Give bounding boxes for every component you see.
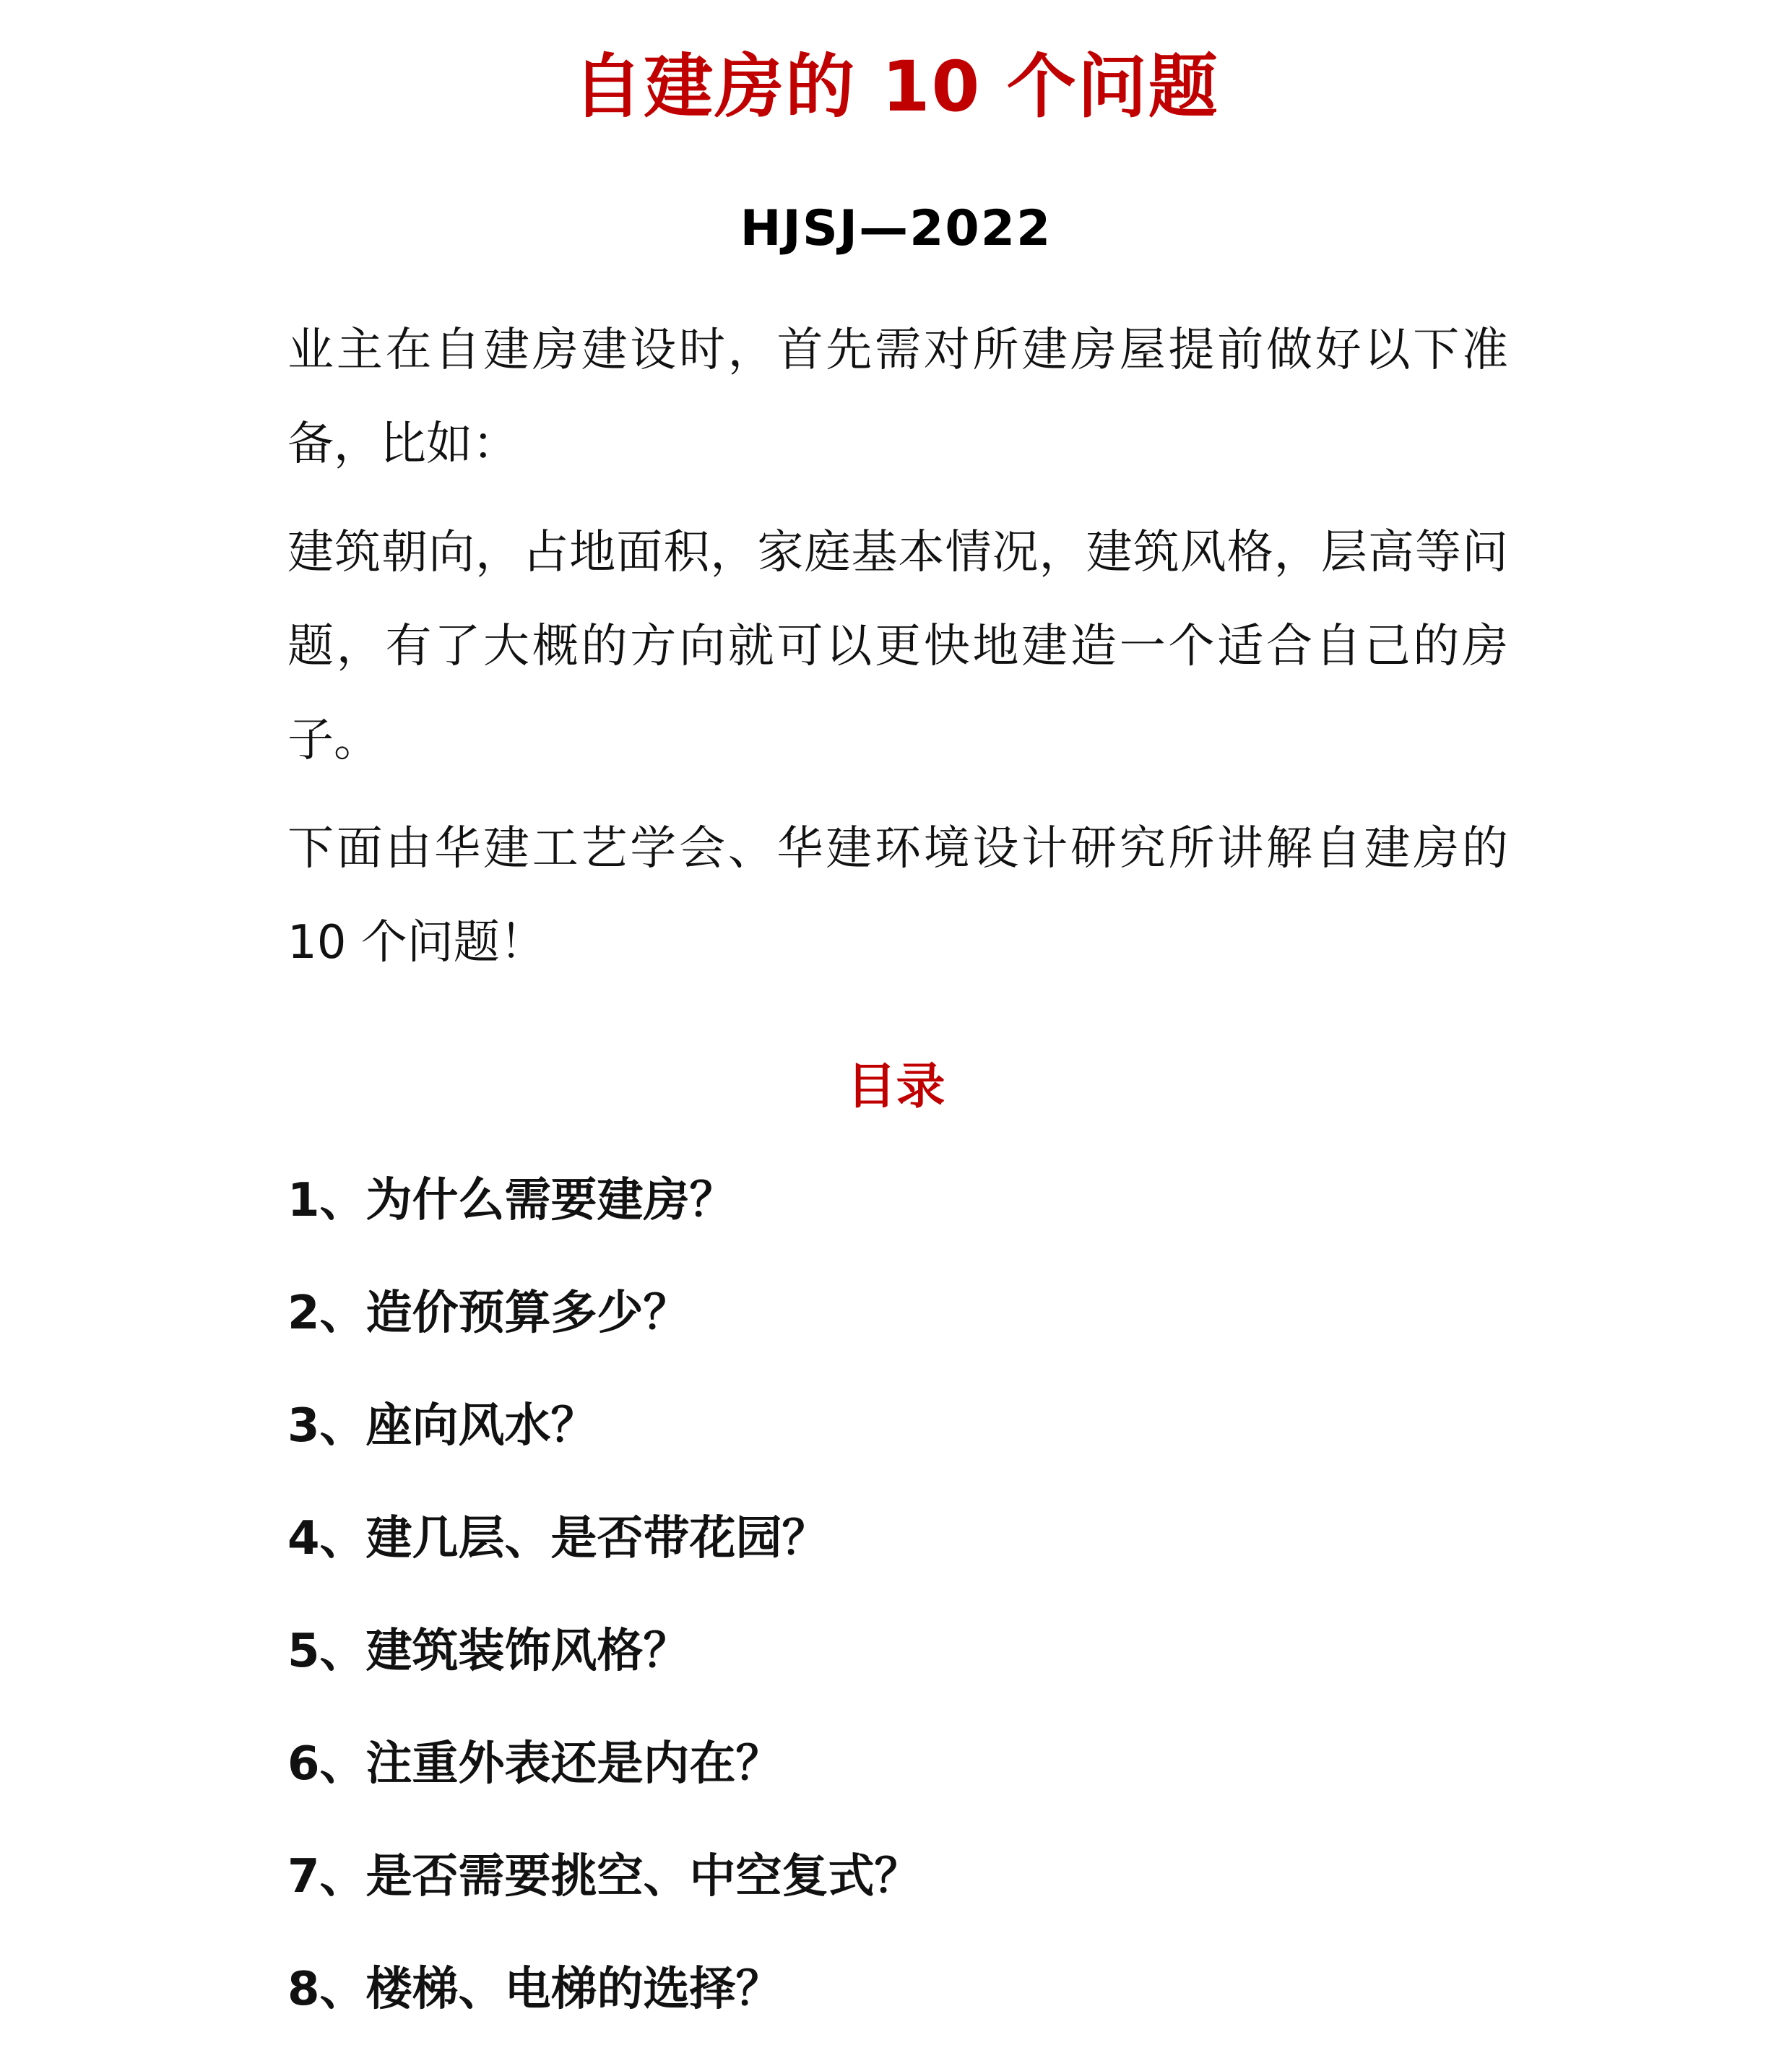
toc-item-7: 7、是否需要挑空、中空复式？ [287, 1850, 921, 1903]
intro-paragraph-2: 建筑朝向，占地面积，家庭基本情况，建筑风格，层高等问题，有了大概的方向就可以更快地建造一个适合自己的房子。 [287, 526, 1508, 767]
toc-item-8: 8、楼梯、电梯的选择？ [287, 1963, 782, 2016]
toc-item-4: 4、建几层、是否带花园？ [287, 1512, 828, 1565]
toc-item-3: 3、座向风水？ [287, 1399, 597, 1453]
intro-paragraph-1: 业主在自建房建设时，首先需对所建房屋提前做好以下准备，比如： [287, 324, 1508, 471]
intro-paragraph-3: 下面由华建工艺学会、华建环境设计研究所讲解自建房的 10 个问题！ [287, 822, 1508, 969]
toc-item-1: 1、为什么需要建房？ [287, 1174, 736, 1227]
document-subtitle: HJSJ—2022 [740, 200, 1052, 257]
document-title: 自建房的 10 个问题 [573, 46, 1219, 127]
toc-list [287, 1164, 1508, 2066]
toc-item-5: 5、建筑装饰风格？ [287, 1625, 690, 1678]
toc-item-2: 2、造价预算多少？ [287, 1287, 690, 1340]
toc-item-6: 6、注重外表还是内在？ [287, 1737, 782, 1791]
toc-heading: 目录 [847, 1058, 945, 1115]
